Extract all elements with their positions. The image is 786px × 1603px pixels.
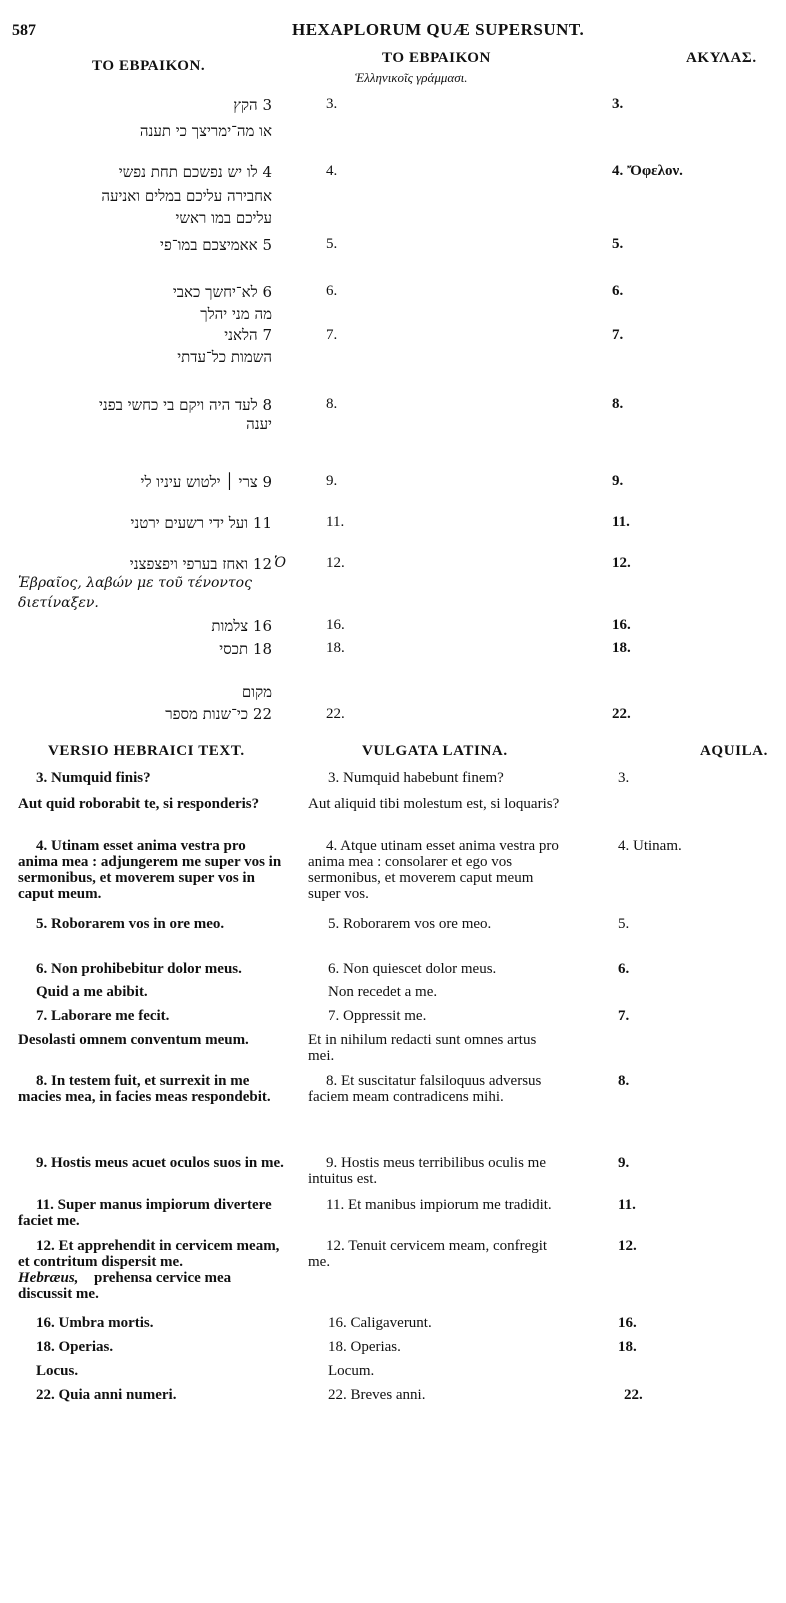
verse-number: 8. (326, 396, 338, 412)
verse-number: 16. (326, 617, 345, 633)
verse-number: 6. (326, 283, 338, 299)
aquila-latin-entry: 12. (618, 1238, 637, 1254)
versio-verse: 8. In testem fuit, et surrexit in me macies mea, in facies meas respondebit. (18, 1073, 271, 1105)
versio-verse: Quid a me abibit. (36, 984, 148, 1000)
header-aquila-greek: ΑΚΥΛΑΣ. (686, 50, 757, 66)
hebrew-line: 9 צרי ׀ ילטוש עיניו לי (140, 473, 272, 491)
aquila-entry: 6. (612, 283, 624, 299)
page-number: 587 (12, 22, 36, 39)
header-hebrew-greek-letters-sub: Ἑλληνικοῖς γράμμασι. (355, 70, 468, 85)
aquila-entry: 9. (612, 473, 624, 489)
hebrew-line: 7 הלאני (224, 326, 272, 344)
aquila-latin-entry: 5. (618, 916, 630, 932)
verse-number: 22. (326, 706, 345, 722)
versio-verse: 3. Numquid finis? (36, 770, 151, 786)
vulgata-verse: 18. Operias. (328, 1339, 401, 1355)
vulgata-verse: 12. Tenuit cervicem meam, confregit me. (308, 1238, 548, 1270)
aquila-latin-entry: 11. (618, 1197, 636, 1213)
versio-verse: 7. Laborare me fecit. (36, 1008, 170, 1024)
aquila-entry: 3. (612, 96, 624, 112)
hebrew-line: אחבירה עליכם במלים ואניעה (101, 187, 272, 205)
vulgata-verse: 9. Hostis meus terribilibus oculis me intuitus est. (308, 1155, 546, 1187)
hebrew-line: 8 לעד היה ויקם בי כחשי בפני (98, 396, 272, 414)
aquila-entry: 7. (612, 327, 624, 343)
versio-verse: 4. Utinam esset anima vestra pro anima mea : adjungerem me super vos in sermonibus, et moverem super vos in caput meum. (18, 838, 282, 902)
aquila-entry: 16. (612, 617, 631, 633)
aquila-entry: 4. Ὄφελον. (612, 163, 683, 179)
aquila-latin-entry: 9. (618, 1155, 630, 1171)
hebrew-line: או מה־ימריצך כי תענה (139, 122, 272, 140)
hebrew-line: 3 הקץ (233, 96, 272, 114)
versio-verse: 12. Et apprehendit in cervicem meam, et contritum dispersit me. (18, 1238, 280, 1270)
versio-verse: 22. Quia anni numeri. (36, 1387, 177, 1403)
versio-verse: 6. Non prohibebitur dolor meus. (36, 961, 242, 977)
hebrew-line: 12 ואחז בערפי ויפצפצני (129, 555, 272, 573)
vulgata-verse: 4. Atque utinam esset anima vestra pro anima mea : consolarer et ego vos sermonibus, et moverem caput meum super vos. (308, 838, 559, 902)
vulgata-verse: 6. Non quiescet dolor meus. (328, 961, 497, 977)
verse-number: 3. (326, 96, 338, 112)
aquila-entry: 11. (612, 514, 630, 530)
versio-verse: 18. Operias. (36, 1339, 114, 1355)
hebrew-line: 18 תכסי (219, 640, 272, 658)
aquila-latin-entry: 8. (618, 1073, 630, 1089)
verse-number: 12. (326, 555, 345, 571)
header-hebrew: ΤΟ ΕΒΡΑΙΚΟΝ. (92, 58, 206, 74)
hebrew-line: השמות כל־עדתי (177, 348, 272, 366)
running-head: HEXAPLORUM QUÆ SUPERSUNT. (292, 20, 585, 39)
vulgata-verse: Et in nihilum redacti sunt omnes artus mei. (308, 1032, 537, 1064)
vulgata-verse: Locum. (328, 1363, 375, 1379)
aquila-latin-entry: 16. (618, 1315, 637, 1331)
verse-number: 5. (326, 236, 338, 252)
aquila-entry: 5. (612, 236, 624, 252)
hebrew-line: מה מני יהלך (200, 305, 272, 323)
verse-number: 4. (326, 163, 338, 179)
greek-note-line: Ἑβραῖος, λαβών με τοῦ τένοντος (18, 575, 252, 591)
hebrew-line: מקום (241, 683, 272, 701)
versio-verse: 9. Hostis meus acuet oculos suos in me. (36, 1155, 284, 1171)
verse-number: 9. (326, 473, 338, 489)
versio-verse: Desolasti omnem conventum meum. (18, 1032, 249, 1048)
vulgata-verse: Non recedet a me. (328, 984, 438, 1000)
aquila-entry: 8. (612, 396, 624, 412)
hebrew-line: יענה (246, 415, 272, 433)
versio-verse: Aut quid roborabit te, si responderis? (18, 796, 260, 812)
versio-verse: Locus. (36, 1363, 79, 1379)
greek-note-line: διετίναξεν. (18, 595, 99, 611)
aquila-entry: 12. (612, 555, 631, 571)
versio-verse: prehensa cervice mea discussit me. (18, 1270, 232, 1302)
header-vulgata: VULGATA LATINA. (362, 743, 508, 759)
verse-number: 18. (326, 640, 345, 656)
hebrew-line: 11 ועל ידי רשעים ירטני (130, 514, 272, 532)
hebrew-line: 16 צלמות (211, 617, 272, 635)
versio-verse: 5. Roborarem vos in ore meo. (36, 916, 225, 932)
aquila-latin-entry: 4. Utinam. (618, 838, 682, 854)
versio-verse: 16. Umbra mortis. (36, 1315, 154, 1331)
hebrew-line: 6 לא־יחשך כאבי (172, 283, 272, 301)
aquila-latin-entry: 22. (624, 1387, 643, 1403)
vulgata-verse: 7. Oppressit me. (328, 1008, 427, 1024)
hebraeus-siglum: Ὁ (274, 555, 287, 571)
vulgata-verse: Aut aliquid tibi molestum est, si loquaris? (308, 796, 560, 812)
hebrew-line: 5 אאמיצכם במו־פי (160, 236, 272, 254)
verse-number: 11. (326, 514, 345, 530)
vulgata-verse: 5. Roborarem vos ore meo. (328, 916, 492, 932)
aquila-latin-entry: 3. (618, 770, 630, 786)
header-hebrew-greek-letters: ΤΟ ΕΒΡΑΙΚΟΝ (382, 50, 491, 66)
vulgata-verse: 3. Numquid habebunt finem? (328, 770, 504, 786)
vulgata-verse: 16. Caligaverunt. (328, 1315, 432, 1331)
header-versio: VERSIO HEBRAICI TEXT. (48, 743, 245, 759)
aquila-latin-entry: 18. (618, 1339, 637, 1355)
vulgata-verse: 8. Et suscitatur falsiloquus adversus faciem meam contradicens mihi. (308, 1073, 542, 1105)
hebraeus-label: Hebræus, (18, 1270, 79, 1286)
hebrew-line: 4 לו יש נפשכם תחת נפשי (118, 163, 272, 181)
aquila-entry: 18. (612, 640, 631, 656)
aquila-latin-entry: 6. (618, 961, 630, 977)
hebrew-line: עליכם במו ראשי (175, 209, 272, 227)
hebrew-line: 22 כי־שנות מספר (165, 705, 272, 723)
vulgata-verse: 22. Breves anni. (328, 1387, 426, 1403)
aquila-entry: 22. (612, 706, 631, 722)
header-aquila-latin: AQUILA. (700, 743, 768, 759)
aquila-latin-entry: 7. (618, 1008, 630, 1024)
verse-number: 7. (326, 327, 338, 343)
versio-verse: 11. Super manus impiorum divertere faciet me. (18, 1197, 272, 1229)
vulgata-verse: 11. Et manibus impiorum me tradidit. (326, 1197, 552, 1213)
